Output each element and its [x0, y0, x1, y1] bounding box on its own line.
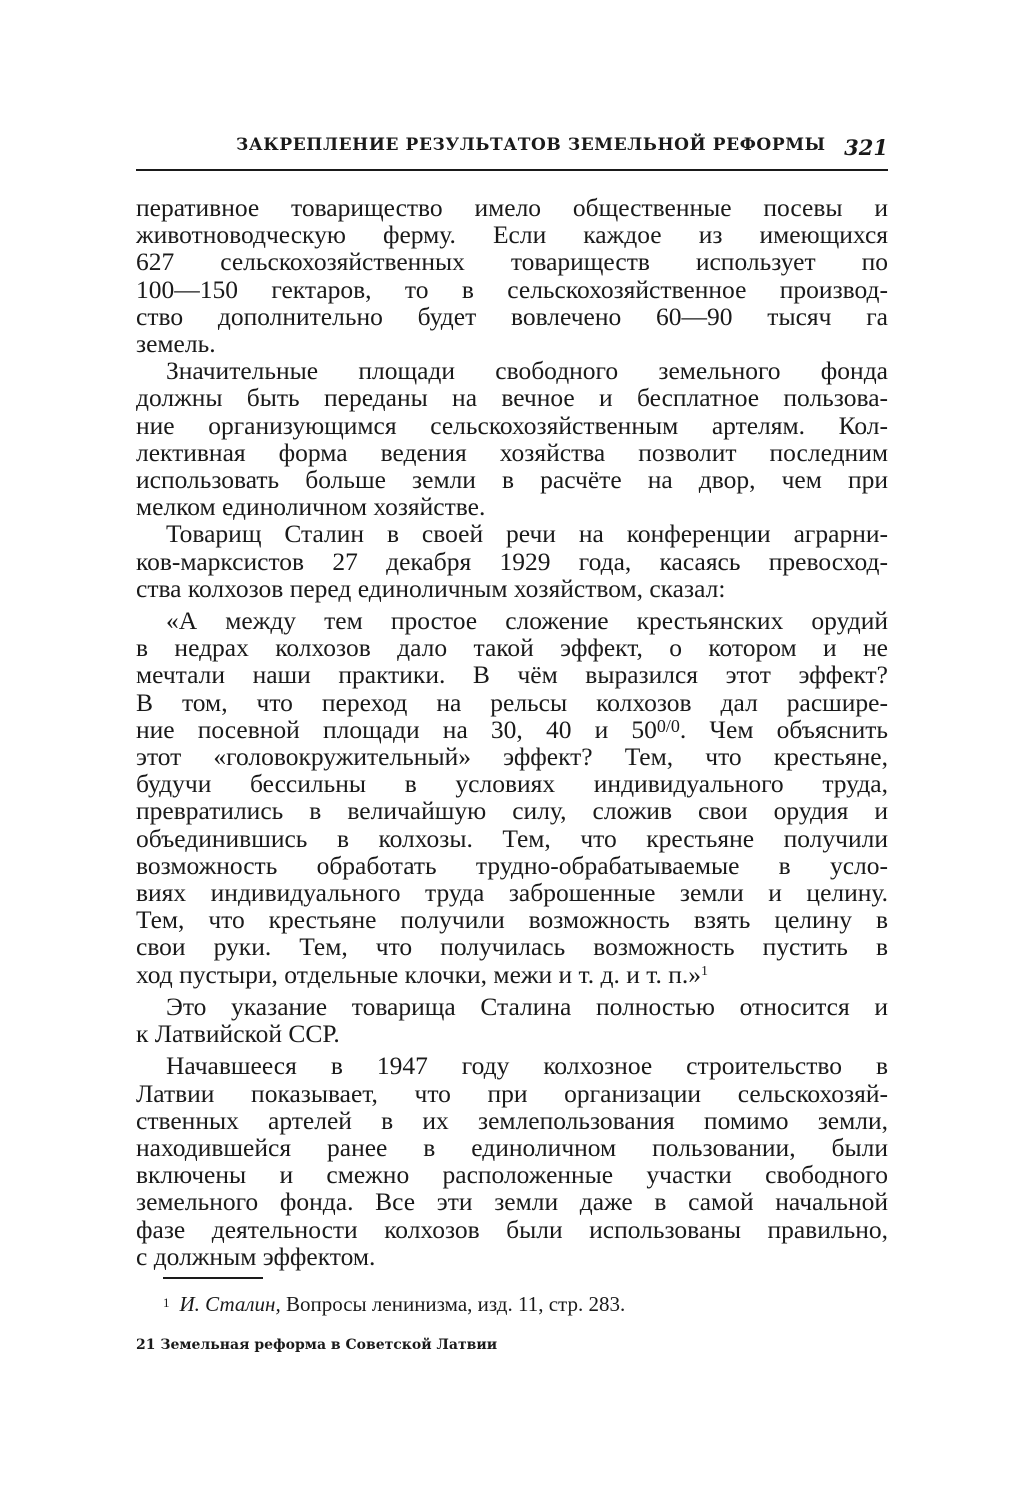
text-fragment: ние посевной площади на 30, 40 и 50	[136, 714, 657, 744]
text-line: ство дополнительно будет вовлечено 60—90 тысяч га	[136, 301, 888, 331]
text-line: свои руки. Тем, что получилась возможность пустить в	[136, 932, 888, 962]
text-line: животноводческую ферму. Если каждое из имеющихся	[136, 220, 888, 250]
text-line: В том, что переход на рельсы колхозов дал расшире-	[136, 687, 888, 717]
page-header	[136, 133, 888, 171]
paragraph	[136, 1052, 888, 1270]
running-title: ЗАКРЕПЛЕНИЕ РЕЗУЛЬТАТОВ ЗЕМЕЛЬНОЙ РЕФОРМЫ	[236, 135, 826, 155]
text-line: 627 сельскохозяйственных товариществ использует по	[136, 247, 888, 277]
text-line: земельного фонда. Все эти земли даже в самой начальной	[136, 1187, 888, 1217]
text-line-with-ref	[136, 961, 888, 988]
paragraph	[136, 520, 888, 602]
text-line: ственных артелей в их землепользования помимо земли,	[136, 1105, 888, 1135]
text-line: «А между тем простое сложение крестьянских орудий	[166, 606, 888, 636]
printer-signature: 21 Земельная реформа в Советской Латвии	[136, 1337, 498, 1353]
body-text	[136, 194, 888, 1270]
text-line: в недрах колхозов дало такой эффект, о котором и не	[136, 633, 888, 663]
text-line: земель.	[136, 329, 216, 359]
text-fragment: . Чем объяснить	[679, 714, 888, 744]
text-line: будучи бессильны в условиях индивидуального труда,	[136, 769, 888, 799]
text-line: ние организующимся сельскохозяйственным артелям. Кол-	[136, 410, 888, 440]
text-fragment: ход пустыри, отдельные клочки, межи и т. д. и т. п.»	[136, 959, 702, 989]
text-line: Латвии показывает, что при организации сельскохозяй-	[136, 1078, 888, 1108]
footnote	[163, 1290, 625, 1317]
footnote-author: И. Сталин,	[179, 1292, 281, 1316]
paragraph	[136, 993, 888, 1047]
footnote-ref: 1	[701, 963, 709, 979]
text-line: использовать больше земли в расчёте на двор, чем при	[136, 465, 888, 495]
percent-sign: 0/0	[656, 715, 680, 736]
text-line: должны быть переданы на вечное и бесплатное пользова-	[136, 383, 888, 413]
text-line: лективная форма ведения хозяйства позволит последним	[136, 437, 888, 467]
paragraph	[136, 194, 888, 357]
paragraph	[136, 357, 888, 520]
text-line: с должным эффектом.	[136, 1241, 376, 1271]
footnote-divider	[163, 1277, 263, 1279]
text-line: находившейся ранее в единоличном пользовании, были	[136, 1132, 888, 1162]
text-line: ства колхозов перед единоличным хозяйством, сказал:	[136, 573, 726, 603]
text-line: Начавшееся в 1947 году колхозное строительство в	[166, 1051, 888, 1081]
text-line: включены и смежно расположенные участки свободного	[136, 1160, 888, 1190]
text-line: возможность обработать трудно-обрабатываемые в усло-	[136, 850, 888, 880]
footnote-text: Вопросы ленинизма, изд. 11, стр. 283.	[285, 1292, 626, 1316]
text-line: виях индивидуального труда заброшенные земли и целину.	[136, 878, 888, 908]
text-line: превратились в величайшую силу, сложив свои орудия и	[136, 796, 888, 826]
text-line: мечтали наши практики. В чём выразился этот эффект?	[136, 660, 888, 690]
text-line: Значительные площади свободного земельного фонда	[166, 356, 888, 386]
text-line: ков-марксистов 27 декабря 1929 года, касаясь превосход-	[136, 546, 888, 576]
text-line: перативное товарищество имело общественные посевы и	[136, 193, 888, 222]
text-line: этот «головокружительный» эффект? Тем, что крестьяне,	[136, 742, 888, 772]
stalin-quote	[136, 607, 888, 988]
text-line: фазе деятельности колхозов были использованы правильно,	[136, 1214, 888, 1244]
page-number: 321	[844, 135, 888, 160]
footnote-marker: 1	[163, 1295, 170, 1310]
text-line: к Латвийской ССР.	[136, 1019, 340, 1049]
text-line: 100—150 гектаров, то в сельскохозяйственное производ-	[136, 274, 888, 304]
text-line: Тем, что крестьяне получили возможность взять целину в	[136, 905, 888, 935]
text-line-percent	[136, 716, 888, 743]
text-line: мелком единоличном хозяйстве.	[136, 492, 486, 522]
text-line: Это указание товарища Сталина полностью относится и	[166, 991, 888, 1021]
text-line: объединившись в колхозы. Тем, что крестьяне получили	[136, 823, 888, 853]
text-line: Товарищ Сталин в своей речи на конференции аграрни-	[166, 519, 888, 549]
